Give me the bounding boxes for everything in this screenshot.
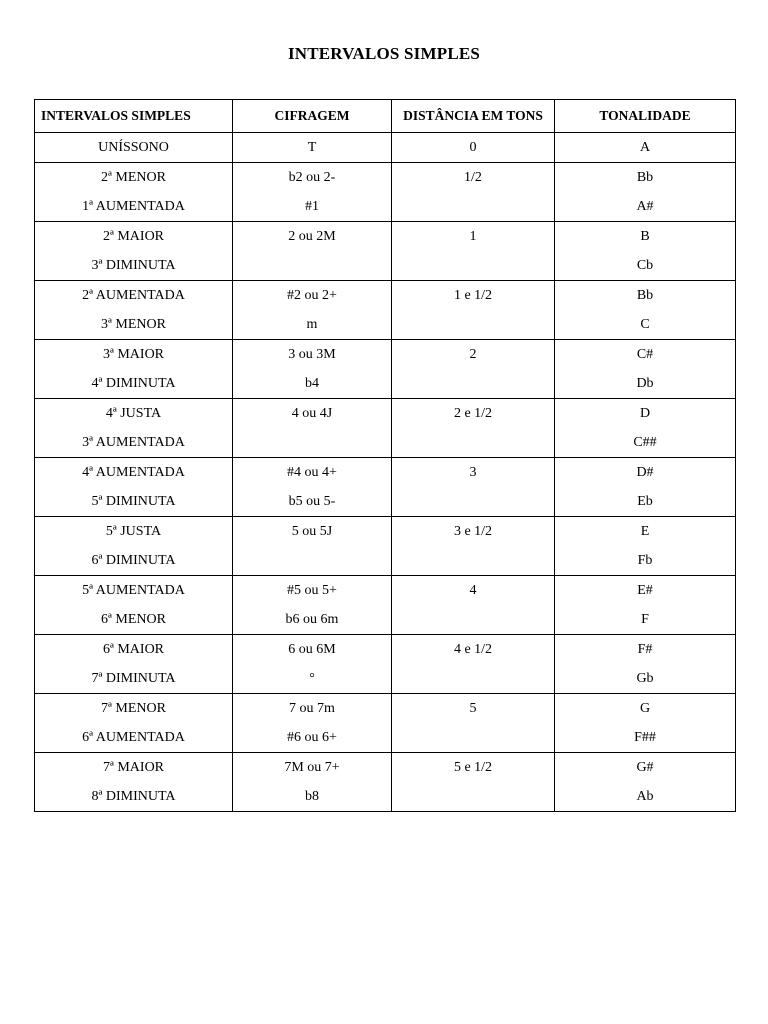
cell-tonalidade-line: Bb <box>636 170 654 185</box>
cell-intervalo-line: 6ª MENOR <box>101 612 166 627</box>
cell-intervalo <box>35 753 233 812</box>
cell-distancia-line: 0 <box>469 140 477 155</box>
cell-tonalidade <box>555 340 736 399</box>
table-row <box>35 458 736 517</box>
cell-cifragem-line: #4 ou 4+ <box>287 465 337 480</box>
cell-intervalo <box>35 340 233 399</box>
cell-tonalidade-line: Bb <box>636 288 654 303</box>
cell-cifragem <box>233 163 392 222</box>
cell-intervalo-line: 4ª AUMENTADA <box>82 465 185 480</box>
cell-tonalidade <box>555 694 736 753</box>
cell-intervalo-line: 6ª DIMINUTA <box>91 553 176 568</box>
cell-intervalo-line: 1ª AUMENTADA <box>82 199 185 214</box>
cell-intervalo-line: 2ª MENOR <box>101 170 166 185</box>
cell-distancia-line: 1/2 <box>464 170 482 185</box>
cell-cifragem-line: 5 ou 5J <box>291 524 333 539</box>
cell-tonalidade-line: F## <box>634 730 656 745</box>
table-row <box>35 517 736 576</box>
table-row <box>35 694 736 753</box>
cell-distancia <box>392 399 555 458</box>
cell-tonalidade-line: C## <box>633 435 657 450</box>
cell-cifragem-line: #5 ou 5+ <box>287 583 337 598</box>
cell-intervalo <box>35 576 233 635</box>
cell-distancia-line: 4 <box>469 583 477 598</box>
cell-cifragem <box>233 517 392 576</box>
cell-intervalo <box>35 517 233 576</box>
cell-cifragem-line: b5 ou 5- <box>288 494 336 509</box>
cell-tonalidade-line: Db <box>636 376 654 391</box>
table-row <box>35 281 736 340</box>
cell-cifragem-line: #1 <box>305 199 319 214</box>
cell-tonalidade <box>555 753 736 812</box>
cell-intervalo-line: 5ª DIMINUTA <box>91 494 176 509</box>
cell-intervalo-line: 8ª DIMINUTA <box>91 789 176 804</box>
cell-tonalidade-line: G <box>639 701 651 716</box>
cell-intervalo-line: UNÍSSONO <box>98 140 169 155</box>
cell-cifragem <box>233 281 392 340</box>
cell-cifragem-line: ° <box>309 671 315 686</box>
cell-distancia <box>392 458 555 517</box>
cell-cifragem <box>233 635 392 694</box>
cell-distancia <box>392 694 555 753</box>
cell-intervalo <box>35 222 233 281</box>
table-row <box>35 340 736 399</box>
cell-cifragem-line: 7M ou 7+ <box>284 760 340 775</box>
cell-intervalo <box>35 163 233 222</box>
table-header-row <box>35 100 736 133</box>
cell-intervalo-line: 7ª MAIOR <box>102 760 165 775</box>
cell-tonalidade <box>555 163 736 222</box>
cell-cifragem-line: 7 ou 7m <box>289 701 335 716</box>
cell-cifragem <box>233 753 392 812</box>
cell-distancia-line: 2 e 1/2 <box>453 406 493 421</box>
cell-intervalo-line: 3ª AUMENTADA <box>82 435 185 450</box>
cell-cifragem-line <box>233 546 391 575</box>
cell-cifragem <box>233 133 392 163</box>
cell-intervalo-line: 5ª AUMENTADA <box>82 583 185 598</box>
cell-intervalo-line: 4ª JUSTA <box>105 406 162 421</box>
cell-tonalidade <box>555 281 736 340</box>
cell-cifragem-line: b8 <box>305 789 319 804</box>
table-row <box>35 576 736 635</box>
cell-tonalidade-line: F <box>641 612 649 627</box>
cell-tonalidade-line: E# <box>637 583 653 598</box>
cell-cifragem-line <box>233 251 391 280</box>
cell-distancia-line: 1 e 1/2 <box>453 288 493 303</box>
cell-intervalo <box>35 694 233 753</box>
cell-tonalidade-line: Cb <box>636 258 654 273</box>
table-row <box>35 222 736 281</box>
cell-tonalidade <box>555 458 736 517</box>
table-row <box>35 753 736 812</box>
table-row <box>35 163 736 222</box>
cell-cifragem-line: 2 ou 2M <box>288 229 336 244</box>
cell-tonalidade-line: D# <box>636 465 654 480</box>
cell-cifragem <box>233 399 392 458</box>
cell-distancia <box>392 222 555 281</box>
cell-tonalidade <box>555 222 736 281</box>
cell-cifragem-line: b6 ou 6m <box>285 612 339 627</box>
cell-cifragem-line: T <box>307 140 317 155</box>
cell-cifragem-line: b2 ou 2- <box>288 170 336 185</box>
cell-tonalidade <box>555 576 736 635</box>
cell-cifragem <box>233 222 392 281</box>
cell-tonalidade-line: A <box>639 140 651 155</box>
cell-intervalo-line: 7ª DIMINUTA <box>91 671 176 686</box>
cell-cifragem <box>233 576 392 635</box>
header-intervalos: INTERVALOS SIMPLES <box>35 100 233 133</box>
page-title: INTERVALOS SIMPLES <box>287 44 481 63</box>
cell-tonalidade <box>555 399 736 458</box>
cell-distancia-line: 3 <box>469 465 477 480</box>
cell-cifragem-line: 4 ou 4J <box>291 406 333 421</box>
header-distancia: DISTÂNCIA EM TONS <box>392 100 555 133</box>
cell-intervalo <box>35 458 233 517</box>
cell-tonalidade-line: G# <box>636 760 654 775</box>
table-row <box>35 133 736 163</box>
cell-cifragem <box>233 458 392 517</box>
cell-intervalo <box>35 133 233 163</box>
cell-intervalo-line: 2ª MAIOR <box>102 229 165 244</box>
cell-tonalidade-line: Fb <box>637 553 653 568</box>
cell-intervalo-line: 5ª JUSTA <box>105 524 162 539</box>
cell-distancia-line: 2 <box>469 347 477 362</box>
cell-tonalidade-line: B <box>640 229 650 244</box>
cell-distancia <box>392 163 555 222</box>
cell-tonalidade-line: A# <box>636 199 654 214</box>
cell-cifragem-line: 6 ou 6M <box>288 642 336 657</box>
cell-intervalo <box>35 399 233 458</box>
cell-cifragem-line: 3 ou 3M <box>288 347 336 362</box>
cell-tonalidade-line: C# <box>636 347 654 362</box>
cell-tonalidade-line: Gb <box>636 671 654 686</box>
cell-distancia-line: 5 <box>469 701 477 716</box>
cell-cifragem <box>233 694 392 753</box>
cell-tonalidade-line: Ab <box>636 789 654 804</box>
cell-distancia-line: 1 <box>469 229 477 244</box>
cell-tonalidade <box>555 133 736 163</box>
cell-cifragem <box>233 340 392 399</box>
header-tonalidade: TONALIDADE <box>555 100 736 133</box>
cell-tonalidade-line: D <box>639 406 651 421</box>
cell-tonalidade-line: Eb <box>637 494 653 509</box>
cell-distancia-line: 4 e 1/2 <box>453 642 493 657</box>
header-cifragem: CIFRAGEM <box>233 100 392 133</box>
cell-tonalidade-line: C <box>640 317 650 332</box>
cell-distancia <box>392 635 555 694</box>
cell-tonalidade-line: E <box>640 524 650 539</box>
cell-cifragem-line: m <box>306 317 318 332</box>
cell-distancia <box>392 133 555 163</box>
cell-intervalo-line: 3ª MENOR <box>101 317 166 332</box>
cell-intervalo-line: 2ª AUMENTADA <box>82 288 185 303</box>
cell-intervalo <box>35 635 233 694</box>
cell-cifragem-line: #2 ou 2+ <box>287 288 337 303</box>
cell-cifragem-line <box>233 428 391 457</box>
cell-cifragem-line: #6 ou 6+ <box>287 730 337 745</box>
cell-tonalidade-line: F# <box>637 642 653 657</box>
cell-intervalo-line: 6ª MAIOR <box>102 642 165 657</box>
cell-intervalo-line: 6ª AUMENTADA <box>82 730 185 745</box>
cell-intervalo-line: 3ª DIMINUTA <box>91 258 176 273</box>
cell-distancia-line: 3 e 1/2 <box>453 524 493 539</box>
cell-tonalidade <box>555 517 736 576</box>
table-row <box>35 399 736 458</box>
cell-tonalidade <box>555 635 736 694</box>
cell-cifragem-line: b4 <box>305 376 319 391</box>
intervals-table <box>34 99 736 812</box>
cell-distancia <box>392 576 555 635</box>
cell-distancia-line: 5 e 1/2 <box>453 760 493 775</box>
cell-intervalo-line: 3ª MAIOR <box>102 347 165 362</box>
cell-intervalo <box>35 281 233 340</box>
table-body <box>35 133 736 812</box>
table-row <box>35 635 736 694</box>
cell-intervalo-line: 4ª DIMINUTA <box>91 376 176 391</box>
cell-intervalo-line: 7ª MENOR <box>101 701 166 716</box>
cell-distancia <box>392 340 555 399</box>
cell-distancia <box>392 281 555 340</box>
cell-distancia <box>392 517 555 576</box>
cell-distancia <box>392 753 555 812</box>
